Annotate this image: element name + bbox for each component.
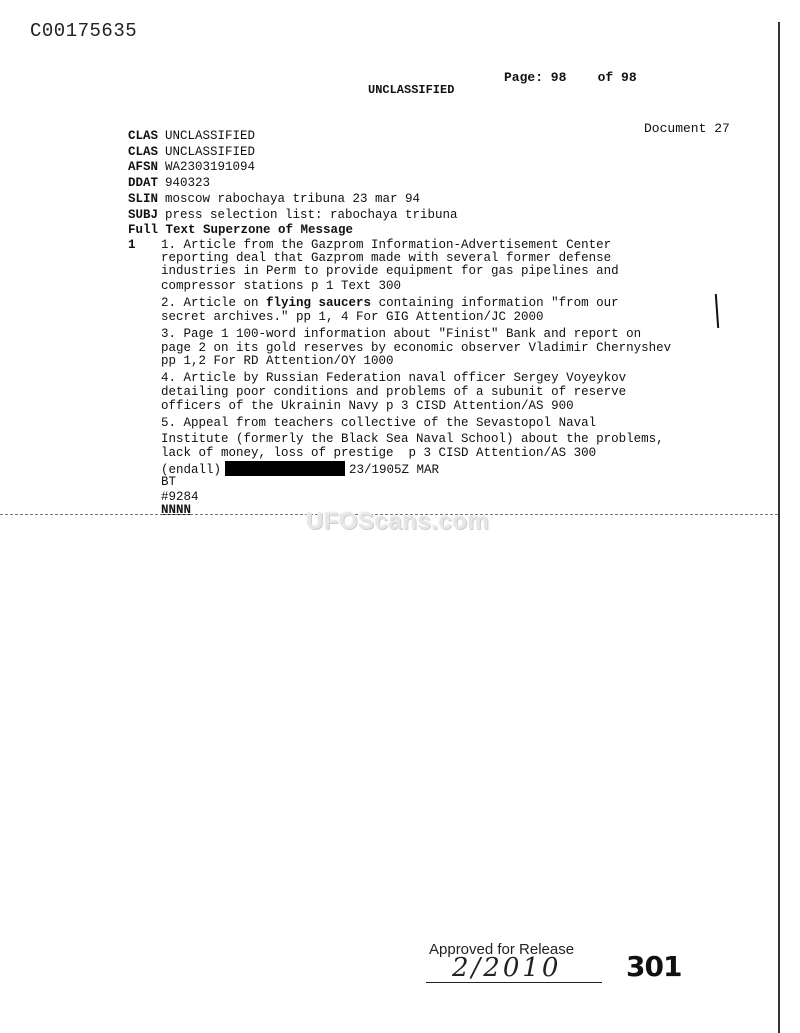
trailer-serial: #9284 xyxy=(161,490,199,504)
release-date-line xyxy=(426,982,602,983)
body-line: Institute (formerly the Black Sea Naval School) about the problems, xyxy=(161,432,664,446)
handwritten-release-date: 2/2010 xyxy=(452,953,562,983)
field-value: moscow rabochaya tribuna 23 mar 94 xyxy=(165,192,421,206)
body-line: compressor stations p 1 Text 300 xyxy=(161,279,402,293)
field-value: 940323 xyxy=(165,176,211,190)
highlighted-phrase: flying saucers xyxy=(266,296,372,310)
field-row xyxy=(128,160,255,175)
field-value: UNCLASSIFIED xyxy=(165,129,256,143)
body-line: 1. Article from the Gazprom Information-Advertisement Center xyxy=(161,238,612,252)
field-row xyxy=(128,145,255,160)
body-line: 2. Article on flying saucers containing information "from our xyxy=(161,296,619,310)
endall-line: (endall) 23/1905Z MAR xyxy=(161,463,440,477)
approved-for-release-stamp: Approved for Release xyxy=(429,941,575,958)
body-line: page 2 on its gold reserves by economic observer Vladimir Chernyshev xyxy=(161,341,672,355)
full-text-label: Full Text Superzone of Message xyxy=(128,223,354,237)
body-line: secret archives." pp 1, 4 For GIG Attention/JC 2000 xyxy=(161,310,544,324)
body-line: reporting deal that Gazprom made with several former defense xyxy=(161,251,612,265)
body-line: 3. Page 1 100-word information about "Finist" Bank and report on xyxy=(161,327,642,341)
watermark: UFOScans.com xyxy=(306,508,490,535)
body-line: industries in Perm to provide equipment for gas pipelines and xyxy=(161,264,619,278)
body-line: pp 1,2 For RD Attention/OY 1000 xyxy=(161,354,394,368)
document-control-number: C00175635 xyxy=(30,20,138,42)
field-row xyxy=(128,192,420,207)
page-edge-line xyxy=(778,22,780,1033)
field-row xyxy=(128,176,210,191)
field-row xyxy=(128,129,255,144)
field-value: press selection list: rabochaya tribuna xyxy=(165,208,458,222)
field-key: SUBJ xyxy=(128,208,159,222)
field-key: SLIN xyxy=(128,192,159,206)
field-row xyxy=(128,208,458,223)
page-indicator: Page: 98 of 98 xyxy=(504,70,637,85)
field-value: UNCLASSIFIED xyxy=(165,145,256,159)
body-line: detailing poor conditions and problems of a subunit of reserve xyxy=(161,385,627,399)
field-value: WA2303191094 xyxy=(165,160,256,174)
item-number: 1 xyxy=(128,238,136,252)
trailer-end: NNNN xyxy=(161,503,192,517)
handwritten-page-number: 301 xyxy=(626,950,682,983)
margin-handwritten-mark xyxy=(715,294,719,328)
field-key: CLAS xyxy=(128,129,159,143)
body-line: officers of the Ukrainin Navy p 3 CISD Attention/AS 900 xyxy=(161,399,574,413)
body-line: lack of money, loss of prestige p 3 CISD Attention/AS 300 xyxy=(161,446,597,460)
document-number: Document 27 xyxy=(644,121,730,136)
body-line: 4. Article by Russian Federation naval officer Sergey Voyeykov xyxy=(161,371,627,385)
field-key: CLAS xyxy=(128,145,159,159)
trailer-bt: BT xyxy=(161,475,177,489)
field-key: DDAT xyxy=(128,176,159,190)
redaction-block xyxy=(225,461,345,476)
body-line: 5. Appeal from teachers collective of the Sevastopol Naval xyxy=(161,416,597,430)
field-key: AFSN xyxy=(128,160,159,174)
classification-banner: UNCLASSIFIED xyxy=(368,83,455,97)
